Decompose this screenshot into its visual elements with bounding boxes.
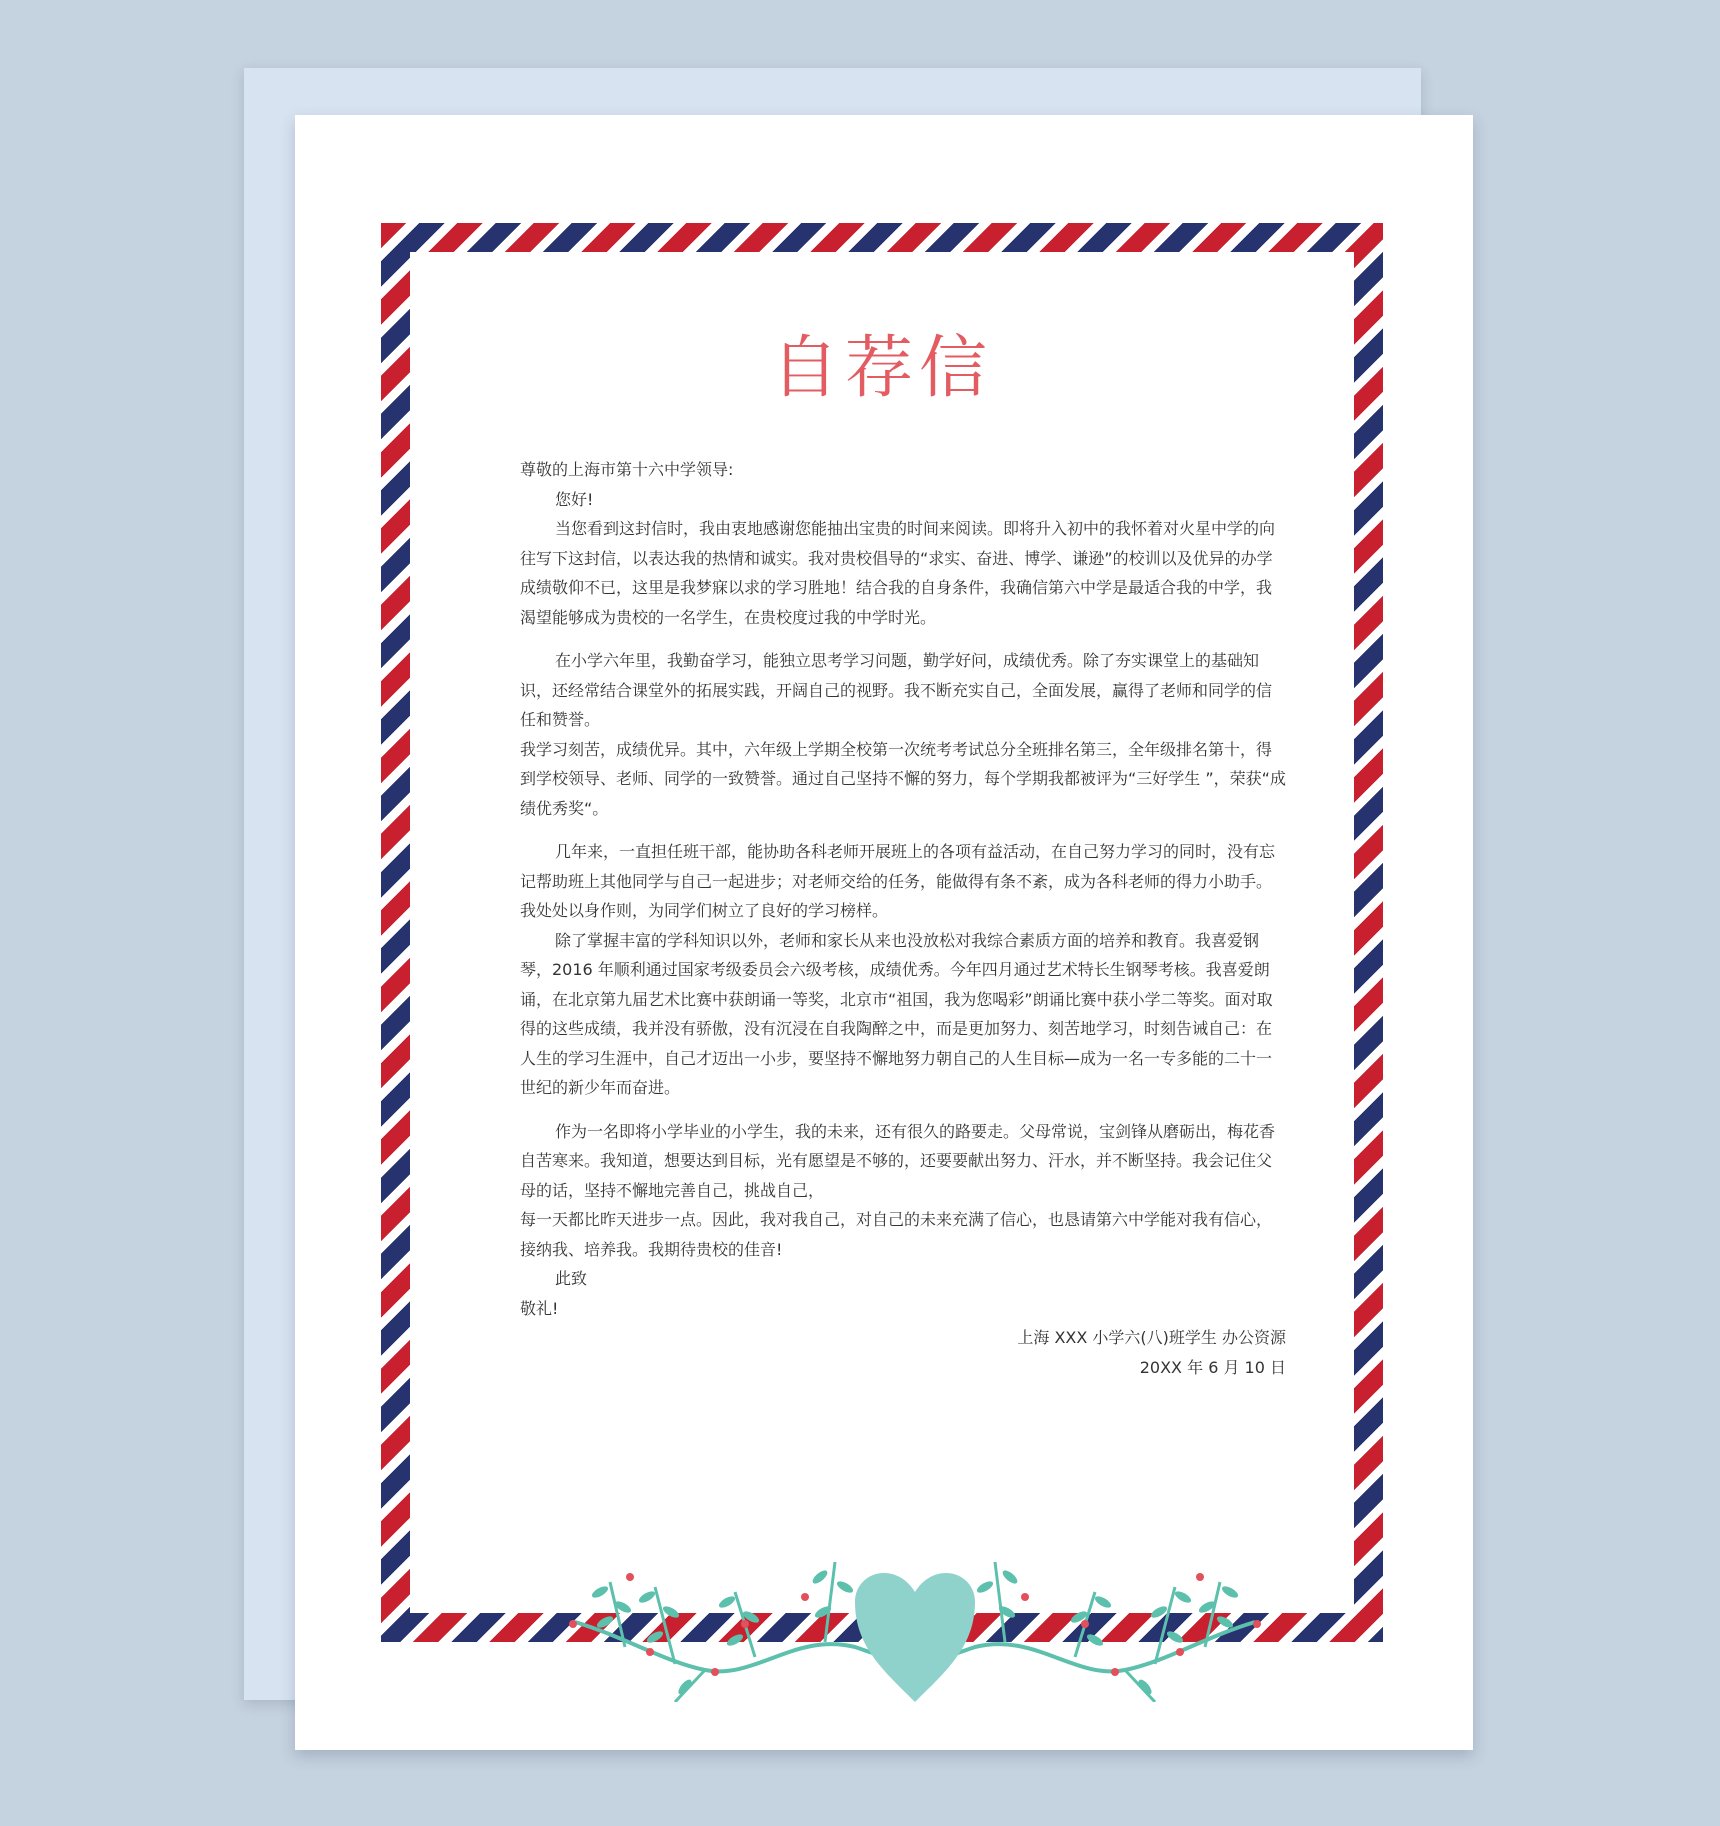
- paragraph-5: 除了掌握丰富的学科知识以外，老师和家长从来也没放松对我综合素质方面的培养和教育。我喜爱钢琴，2016 年顺利通过国家考级委员会六级考核，成绩优秀。今年四月通过艺术特长生钢琴考核。我喜爱朗诵，在北京第九届艺术比赛中获朗诵一等奖，北京市“祖国，我为您喝彩”朗诵比赛中获小学二等奖。面对取得的这些成绩，我并没有骄傲，没有沉浸在自我陶醉之中，而是更加努力、刻苦地学习，时刻告诫自己：在人生的学习生涯中，自己才迈出一小步，要坚持不懈地努力朝自己的人生目标—成为一名一专多能的二十一世纪的新少年而奋进。: [520, 930, 1273, 1097]
- paragraph-4: 几年来，一直担任班干部，能协助各科老师开展班上的各项有益活动，在自己努力学习的同时，没有忘记帮助班上其他同学与自己一起进步；对老师交给的任务，能做得有条不紊，成为各科老师的得力小助手。我处处以身作则，为同学们树立了良好的学习榜样。: [520, 842, 1276, 920]
- letter-body: [520, 455, 1286, 1382]
- letter-title: 自荐信: [770, 329, 993, 408]
- letter-page: [295, 115, 1473, 1750]
- paragraph-7: 每一天都比昨天进步一点。因此，我对我自己，对自己的未来充满了信心，也恳请第六中学能对我有信心，接纳我、培养我。我期待贵校的佳音!: [520, 1210, 1273, 1259]
- date: 20XX 年 6 月 10 日: [1139, 1357, 1286, 1377]
- closing-line-2: 敬礼!: [520, 1298, 559, 1318]
- paragraph-1: 当您看到这封信时，我由衷地感谢您能抽出宝贵的时间来阅读。即将升入初中的我怀着对火星中学的向往写下这封信，以表达我的热情和诚实。我对贵校倡导的“求实、奋进、博学、谦逊”的校训以及优异的办学成绩敬仰不已，这里是我梦寐以求的学习胜地！结合我的自身条件，我确信第六中学是最适合我的中学，我渴望能够成为贵校的一名学生，在贵校度过我的中学时光。: [520, 519, 1276, 627]
- greeting: 您好!: [555, 489, 594, 509]
- paragraph-3: 我学习刻苦，成绩优异。其中，六年级上学期全校第一次统考考试总分全班排名第三，全年级排名第十，得到学校领导、老师、同学的一致赞誉。通过自己坚持不懈的努力，每个学期我都被评为“三好学生 ”，荣获“成绩优秀奖“。: [520, 739, 1286, 818]
- heart-with-branches-icon: [555, 1552, 1275, 1702]
- paragraph-2: 在小学六年里，我勤奋学习，能独立思考学习问题，勤学好问，成绩优秀。除了夯实课堂上的基础知识，还经常结合课堂外的拓展实践，开阔自己的视野。我不断充实自己，全面发展，赢得了老师和同学的信任和赞誉。: [520, 651, 1273, 729]
- signature: 上海 XXX 小学六(八)班学生 办公资源: [1017, 1328, 1286, 1347]
- paragraph-6: 作为一名即将小学毕业的小学生，我的未来，还有很久的路要走。父母常说，宝剑锋从磨砺出，梅花香自苦寒来。我知道，想要达到目标，光有愿望是不够的，还要要献出努力、汗水，并不断坚持。我会记住父母的话，坚持不懈地完善自己，挑战自己，: [520, 1121, 1276, 1200]
- letter-content-area: [410, 252, 1354, 1613]
- salutation: 尊敬的上海市第十六中学领导:: [520, 460, 734, 479]
- closing-line-1: 此致: [555, 1269, 588, 1288]
- airmail-border: [381, 223, 1383, 1642]
